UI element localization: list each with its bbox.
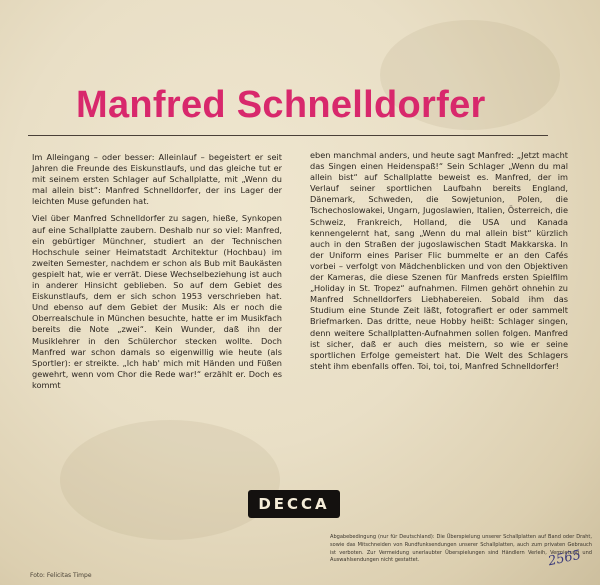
- title-divider: [28, 135, 548, 136]
- handwritten-price-mark: 2565: [546, 547, 583, 570]
- legal-fineprint: Abgabebedingung (nur für Deutschland): Die Überspielung unserer Schallplatten auf Band oder Draht, sowie das Mitschneiden von Rundfunksendungen unserer Schallplatten, auch zum privaten Gebrauch ist verboten. Zur Vermeidung unerlaubter Überspielungen sind Händlern Verleih, Vermietung und Auswahlsendungen nicht gestattet.: [330, 534, 592, 564]
- paper-stain: [60, 420, 280, 540]
- liner-notes-left-column: [32, 152, 282, 397]
- paragraph: Viel über Manfred Schnelldorfer zu sagen, hieße, Synkopen auf eine Schallplatte zaubern. Deshalb nur so viel: Manfred, ein gebürtiger Münchner, studiert an der Technischen Hochschule seiner Heimatstadt Architektur (Hochbau) im zweiten Semester, nachdem er schon als Bub mit Baukästen gespielt hat, wie er verrät. Diese Wechselbeziehung ist auch in anderer Hinsicht geblieben. So auf dem Gebiet des Eiskunstlaufs, dem er sich schon 1953 verschrieben hat. Und ebenso auf dem Gebiet der Musik: Als er noch die Oberrealschule in München besuchte, hatte er im Musikfach bereits die Note „zwei“. Kein Wunder, daß ihn der Musiklehrer in den Schülerchor stecken wollte. Doch Manfred war schon damals so eigenwillig wie heute (als Sportler): er streikte. „Ich hab' mich mit Händen und Füßen gewehrt, wenn vom Chor die Rede war!“ erzählt er. Doch es kommt: [32, 213, 282, 390]
- decca-logo: [248, 490, 340, 518]
- paragraph: eben manchmal anders, und heute sagt Manfred: „Jetzt macht das Singen einen Heidenspaß!“ Sein Schlager „Wenn du mal allein bist“ auf Schallplatte beweist es. Manfred, der im Verlauf seiner sportlichen Laufbahn bereits England, Dänemark, Schweden, die Sowjetunion, Polen, die Tschechoslowakei, Ungarn, Jugoslawien, Italien, Österreich, die Schweiz, Frankreich, Holland, die USA und Kanada kennengelernt hat, sang „Wenn du mal allein bist“ kürzlich auch in den Straßen der jugoslawischen Stadt Makkarska. In der Uniform eines Pariser Flic bummelte er an den Cafés vorbei – verfolgt von Mädchenblicken und von den Objektiven der Kameras, die diese Szenen für Manfreds ersten Spielfilm „Holiday in St. Tropez“ aufnahmen. Filmen gehört ohnehin zu Manfred Schnelldorfers Liebhabereien. Sobald ihm das Studium eine Stunde Zeit läßt, fotografiert er oder sammelt Briefmarken. Das dritte, neue Hobby heißt: Schlager singen, denn weitere Schallplatten-Aufnahmen sollen folgen. Manfred ist sicher, daß er auch dies meistern, so wie er seine sportlichen Erfolge gemeistert hat. Die Welt des Schlagers steht ihm ebenfalls offen. Toi, toi, toi, Manfred Schnelldorfer!: [310, 150, 568, 371]
- logo-text: DECCA: [258, 495, 330, 513]
- photo-credit: Foto: Felicitas Timpe: [30, 572, 92, 579]
- liner-notes-right-column: [310, 150, 568, 378]
- page-title: Manfred Schnelldorfer: [76, 84, 486, 126]
- paragraph: Im Alleingang – oder besser: Alleinlauf – begeistert er seit Jahren die Freunde des Eiskunstlaufs, und das gleiche tut er mit seinem ersten Schlager auf Schallplatte, mit „Wenn du mal allein bist“: Manfred Schnelldorfer, der ins Lager der leichten Muse gefunden hat.: [32, 152, 282, 207]
